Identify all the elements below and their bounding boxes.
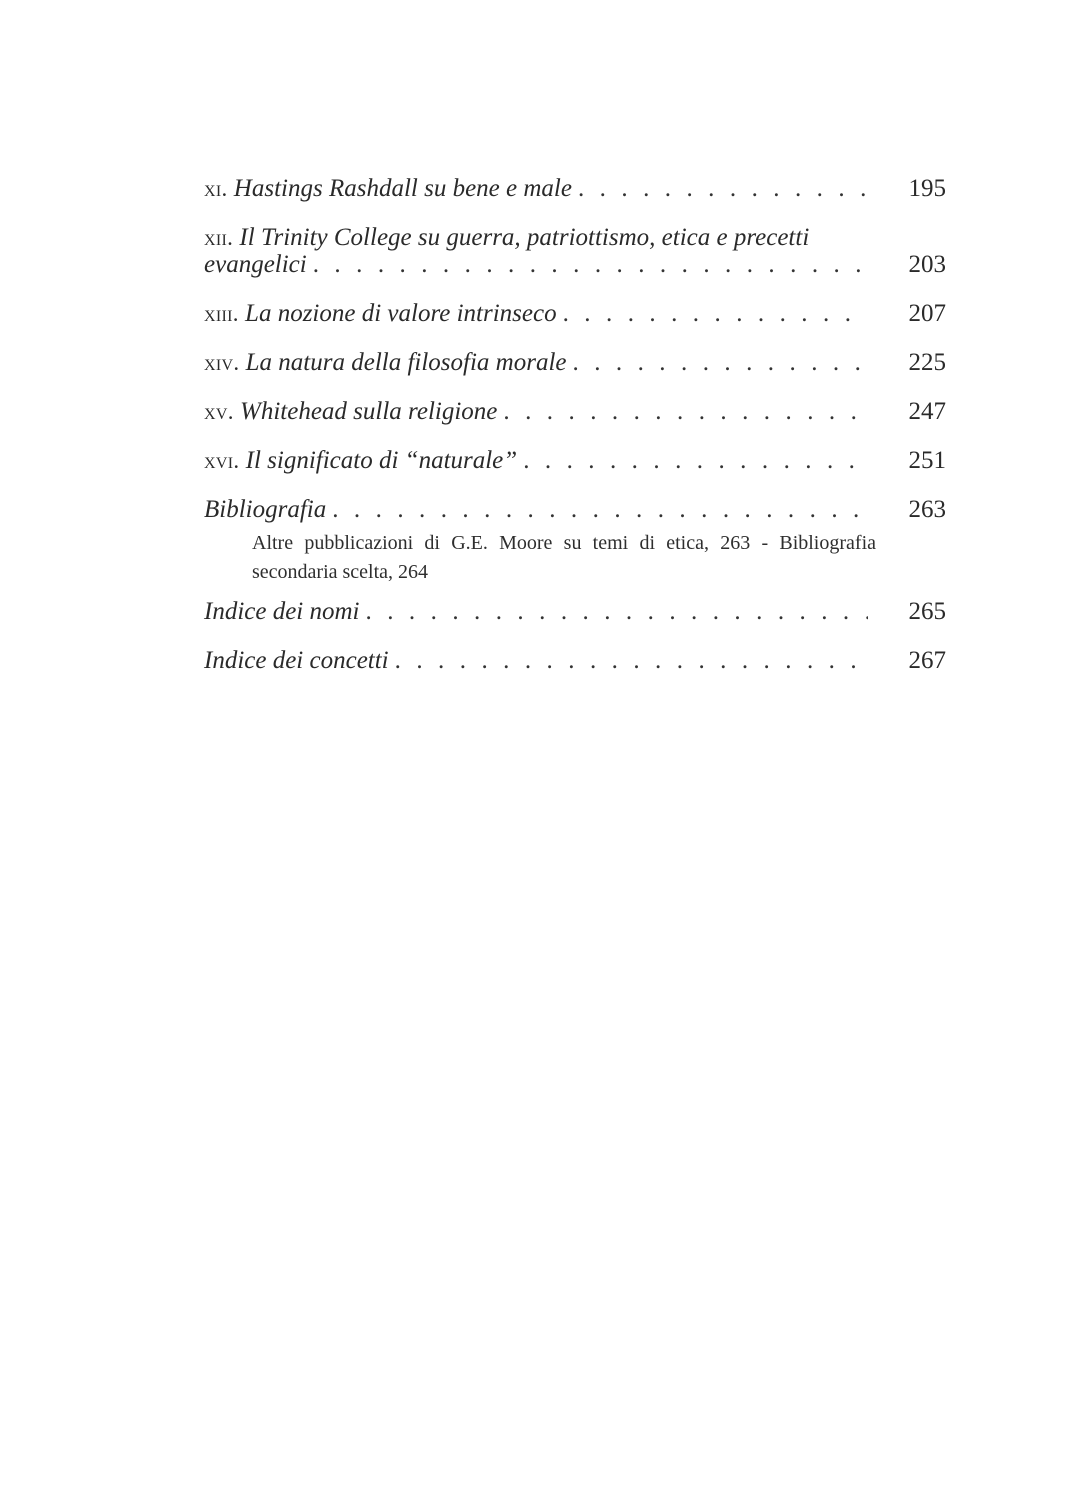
toc-entry-chapter-16 xyxy=(204,446,946,476)
chapter-number: xii. xyxy=(204,225,234,250)
leader-dots xyxy=(366,597,868,627)
chapter-number: xiii. xyxy=(204,301,239,326)
section-title: Indice dei concetti xyxy=(204,647,389,674)
toc-entry-chapter-13 xyxy=(204,299,946,329)
section-subentries: Altre pubblicazioni di G.E. Moore su temi di etica, 263 - Bibliografia secondaria scelta, 264 xyxy=(252,532,876,583)
page-number: 203 xyxy=(908,251,946,278)
leader-dots xyxy=(578,174,868,204)
leader-dots xyxy=(313,250,868,280)
page-number: 225 xyxy=(908,349,946,376)
toc-entry-chapter-15 xyxy=(204,397,946,427)
page-number: 247 xyxy=(908,398,946,425)
toc-entry-chapter-11 xyxy=(204,174,946,204)
section-title: Bibliografia xyxy=(204,496,327,523)
chapter-number: xv. xyxy=(204,399,234,424)
chapter-number: xvi. xyxy=(204,448,240,473)
section-title: Indice dei nomi xyxy=(204,598,360,625)
page-number: 251 xyxy=(908,447,946,474)
chapter-title: La nozione di valore intrinseco xyxy=(245,300,557,327)
chapter-title-line-1: Il Trinity College su guerra, patriottismo, etica e precetti xyxy=(239,224,810,251)
leader-dots xyxy=(332,495,868,525)
page-number: 267 xyxy=(908,647,946,674)
leader-dots xyxy=(573,348,869,378)
toc-entry-indice-concetti xyxy=(204,646,946,676)
leader-dots xyxy=(503,397,868,427)
leader-dots xyxy=(563,299,868,329)
page-number: 265 xyxy=(908,598,946,625)
toc-entry-chapter-12 xyxy=(204,223,946,280)
page-number: 195 xyxy=(908,175,946,202)
page-number: 263 xyxy=(908,496,946,523)
leader-dots xyxy=(395,646,868,676)
toc-entry-bibliografia xyxy=(204,495,946,525)
chapter-title: Hastings Rashdall su bene e male xyxy=(233,175,572,202)
chapter-number: xi. xyxy=(204,176,228,201)
chapter-title: La natura della filosofia morale xyxy=(245,349,567,376)
leader-dots xyxy=(523,446,868,476)
toc-entry-chapter-14 xyxy=(204,348,946,378)
toc-entry-indice-nomi xyxy=(204,597,946,627)
chapter-number: xiv. xyxy=(204,350,240,375)
chapter-title: Il significato di “naturale” xyxy=(245,447,518,474)
table-of-contents xyxy=(204,174,946,695)
chapter-title-line-2: evangelici xyxy=(204,251,307,278)
page-number: 207 xyxy=(908,300,946,327)
chapter-title: Whitehead sulla religione xyxy=(240,398,498,425)
